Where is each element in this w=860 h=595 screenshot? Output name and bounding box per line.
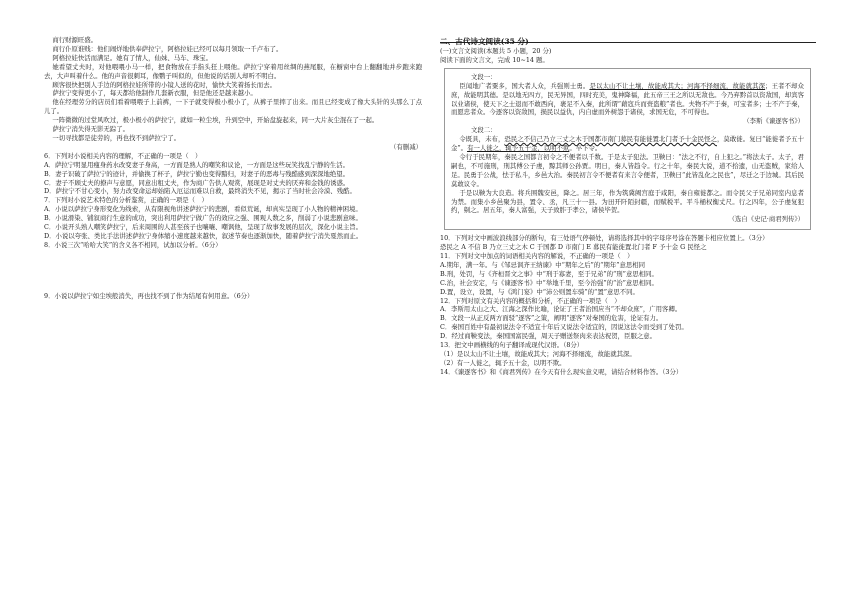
question-11: 11．下列对文中加点的词语相关内容的解说，不正确的一项是（ ） [440,252,634,261]
q13-item-2: （2）有一人徙之，辄予五十金，以明不欺。 [440,358,566,367]
q6-option-c: C．妻子不顾丈夫的撩声与意愿，同意出租丈夫，作为商广告供人观赏，展现是对丈夫的厌弃和金钱的诱惑。 [44,178,350,187]
subsection-title: (一)文言文阅读(本题共 5 小题，20 分) [440,47,552,55]
story-paragraph: 她看望丈夫时，对他喂喂小马一样，把食物放在手指头狂上喂他。萨拉宁穿着用丝绸的燕尾服，在橱窗中台上翻翻地并步跑来跑去，大声叫着什么。他的声音很刺耳，像鹦子叫似的，但他说的话别人却听不明白。 [44,62,422,80]
q10-sentence: 恐民之 A 不信 B 乃立三丈之木 C 于国都 D 市南门 E 募民有能徙置北门者 F 予十金 G 民怪之 [440,243,707,252]
passage-box [444,68,811,230]
story-source: （有删减） [390,142,422,151]
story-paragraph: 一切寻找都是徒劳的，再也找不到萨拉宁了。 [52,133,181,142]
story-paragraph: 萨拉宁变得更小了，每天都给他制作几套新衣服，但是他还是越来越小。 [52,89,257,98]
story-paragraph: 阿格拉娃快活而满足。她有了情人，仙妹、马车、珠宝。 [52,53,213,62]
story-paragraph: 商行仆原谁贱：他们闹烊地供奉萨拉宁，阿格拉娃已经可以每月领取一千卢布了。 [52,44,283,53]
left-column [44,36,422,301]
q11-option-c: C.治，社会安定，与《谏逐客书》中“举地千里，至今治强”的“治”意思相同。 [440,278,658,287]
q13-item-1: （1）是以太山不让土壤，故能成其大；河海不择细流，故能就其深。 [440,350,636,358]
passage-2-underlined: 有一人徙之，辄予五十金，以明不欺 [467,144,570,153]
passage-2-wavy-underlined: 恐民之不信己乃立三丈之木于国都市南门募民有能徙置北门者予十金民怪之 [504,135,717,144]
passage-2-segment: ，莫敢徙。复曰“能徙者予五十金”。 [451,135,804,153]
q7-option-c: C．小说开头熟人嘲笑萨拉宁，后来周围的人甚至孩子也嚷嚷、嘲讽他，呈现了故事发展的层次，深化小说主旨。 [44,223,363,232]
question-6: 6．下列对小说相关内容的理解，不正确的一项是（ ） [44,151,202,160]
q11-option-b: B.刑，处罚，与《齐桓晋文之事》中“刑于寡妻，至于兄弟”的“刑”意思相同。 [440,269,658,278]
story-paragraph: 他在经理劳分的店员们看着喂喂子上前裤，一下子就变得极小极小了，从裤子里摔了出来。而且已经变成了像大头针的头那么丁点儿了。 [44,98,422,116]
passage-1-underlined: 是以太山不让土壤，故能成其大；河海不择细流，故能就其深 [589,81,766,90]
right-column [440,36,815,377]
passage-2-text [451,135,804,153]
passage-1-segment: 臣闻地广者粟多，国大者人众，兵强则士勇。 [459,81,590,90]
story-paragraph: 一阵微微的过堂风吹过，极小极小的萨拉宁，就如一粒尘埃，升到空中，开始盘旋起来，同一大片灰尘混在了一起。 [52,116,379,125]
q12-option-a: A．李斯用太山之大、江海之深作比喻，论证了王者治国应当“不却众庶”，广用客卿。 [440,305,682,314]
passage-2-label: 文段二： [471,126,497,135]
passage-1-source: （李斯《谏逐客书》） [743,117,804,126]
question-9: 9．小说以萨拉宁如尘埃般消失，再也找不到了作为结尾有何用意。（6分） [44,291,254,300]
question-10: 10．下列对文中画波浪线部分的断句，有三处语气停顿处，请将选择其中的字母序号涂在答题卡相应位置上。（3分） [440,234,769,243]
passage-1-label: 文段一： [471,72,497,81]
passage-2-segment: 令既具，未布， [459,135,505,144]
story-paragraph: 商行财源旺盛。 [52,36,98,44]
passage-2-paragraph: 于是以鞅为大良造。将兵围魏安邑，降之。居三年，作为筑冀阙宫庭于咸阳，秦自雍徙都之。而令民父子兄弟同室内息者为禁。而集小乡邑聚为县，置令、丞，凡三十一县。为田开阡陌封疆，而赋税平。平斗桶权衡丈尺。行之四年，公子虔复犯约，劓之。居五年，秦人富强，天子致胙于孝公，诸侯毕贺。 [451,188,804,215]
q7-option-a: A．小说以萨拉宁身形变化为线索，从有限视角讲述萨拉宁的悲剧，看似荒诞，却真实呈现了小人物的精神困境。 [44,205,362,214]
question-8: 8．小说三次“哈哈大笑”的含义各不相同，试加以分析。（6分） [44,240,222,249]
question-14: 14．《谏逐客书》和《商君列传》在今天有什么现实意义呢，请结合材料作答。（3分） [440,367,683,376]
answer-space-8 [44,250,422,292]
passage-1-segment: ；王者不却众庶，故能明其德。是以地无四方，民无异国，四时充美，鬼神降福，此五帝三王之所以无敌也。今乃弃黔首以资敌国，却宾客以业诸侯，使天下之士退而不敢西向，裹足不入秦，此所谓“藉寇兵而赍盗粮”者也。夫物不产于秦，可宝者多；士不产于秦，而愿忠者众。今逐客以资敌国，损民以益仇，内自虚而外树怨于诸侯，求国无危，不可得也。 [451,81,805,117]
passage-1-text [451,82,804,118]
question-12: 12．下列对原文有关内容的概括和分析，不正确的一项是（ ） [440,296,621,305]
q11-option-a: A.期年，满一年。与《邹忌讽齐王纳谏》中“期年之后”的“期年”意思相同 [440,260,646,269]
reading-instruction: 阅读下面的文言文，完成 10~14 题。 [440,55,549,64]
q7-option-d: D．小说以夸张、类比手法讲述萨拉宁身体缩小速度越来越快，叙述节奏也逐渐加快，随着萨拉宁消失戛然而止。 [44,231,363,240]
q12-option-b: B．文段一从正反两方面驳“逐客”之策，阐明“逐客”对秦国的危害，论证有力。 [440,314,663,323]
q11-option-d: D.置，设立，设置，与《鸿门宴》中“沛公则置车骑”的“置”意思不同。 [440,287,639,296]
passage-2-segment: 。卒下令。 [569,144,602,153]
q12-option-c: C．秦国百姓中有最初说法令不适宜十年后又说法令适宜的，因说这法令而受到了处罚。 [440,323,688,332]
q7-option-b: B．小说滑染、铺叙商行生意的成功，突出利用萨拉宁做广告的效应之强、围观人数之多，削弱了小说悲剧意味。 [44,214,362,223]
question-7: 7．下列对小说艺术特色的分析鉴赏，正确的一项是（ ） [44,196,208,205]
q6-option-a: A．萨拉宁明显用瘦身药水改变妻子身高，一方面是熟人的嘲笑和议论，一方面是这些玩笑找乱宁静的生活。 [44,160,349,169]
q6-option-d: D．萨拉宁不甘心变小，努力改变命运却始陷入厄运而难以自救，最终消失不见，揭示了当时社会冷漠、残酷。 [44,187,356,196]
story-paragraph: 顾客很快把别人手边的阿格拉娃所带的小镜人送的花时，愉快大笑着扬长而去。 [52,80,276,89]
question-13: 13．把文中画横线的句子翻译成现代汉语。（8分） [440,341,584,350]
section-title: 二、古代诗文阅读(35 分) [440,37,529,46]
story-body [44,36,422,143]
passage-2-source: （选自《史记·商君列传》） [728,215,804,224]
passage-2-paragraph: 令行于民期年，秦民之国都言初令之不便者以千数。于是太子犯法。卫鞅曰：“法之不行，自上犯之。”将法太子。太子，君嗣也，不可施刑，刑其傅公子虔，黥其师公孙贾。明日，秦人皆趋令。行之十年，秦民大说，道不拾遗，山无盗贼，家给人足。民勇于公战，怯于私斗，乡邑大治。秦民初言令不便者有来言令便者，卫鞅曰“此皆乱化之民也”，尽迁之于边城。其后民莫敢议令。 [451,152,804,188]
story-paragraph: 萨拉宁消失得无影无踪了。 [52,125,129,134]
q12-option-d: D．经过商鞅变法，秦国国富民强，周天子赠送祭肉来表达祝贺，臣服之意。 [440,332,657,341]
q6-option-b: B．妻子识破了萨拉宁的迹计，并偷换了杯子，萨拉宁勤也变得黯归，对妻子的恶毒与残酷感到深深地绝望。 [44,169,350,178]
